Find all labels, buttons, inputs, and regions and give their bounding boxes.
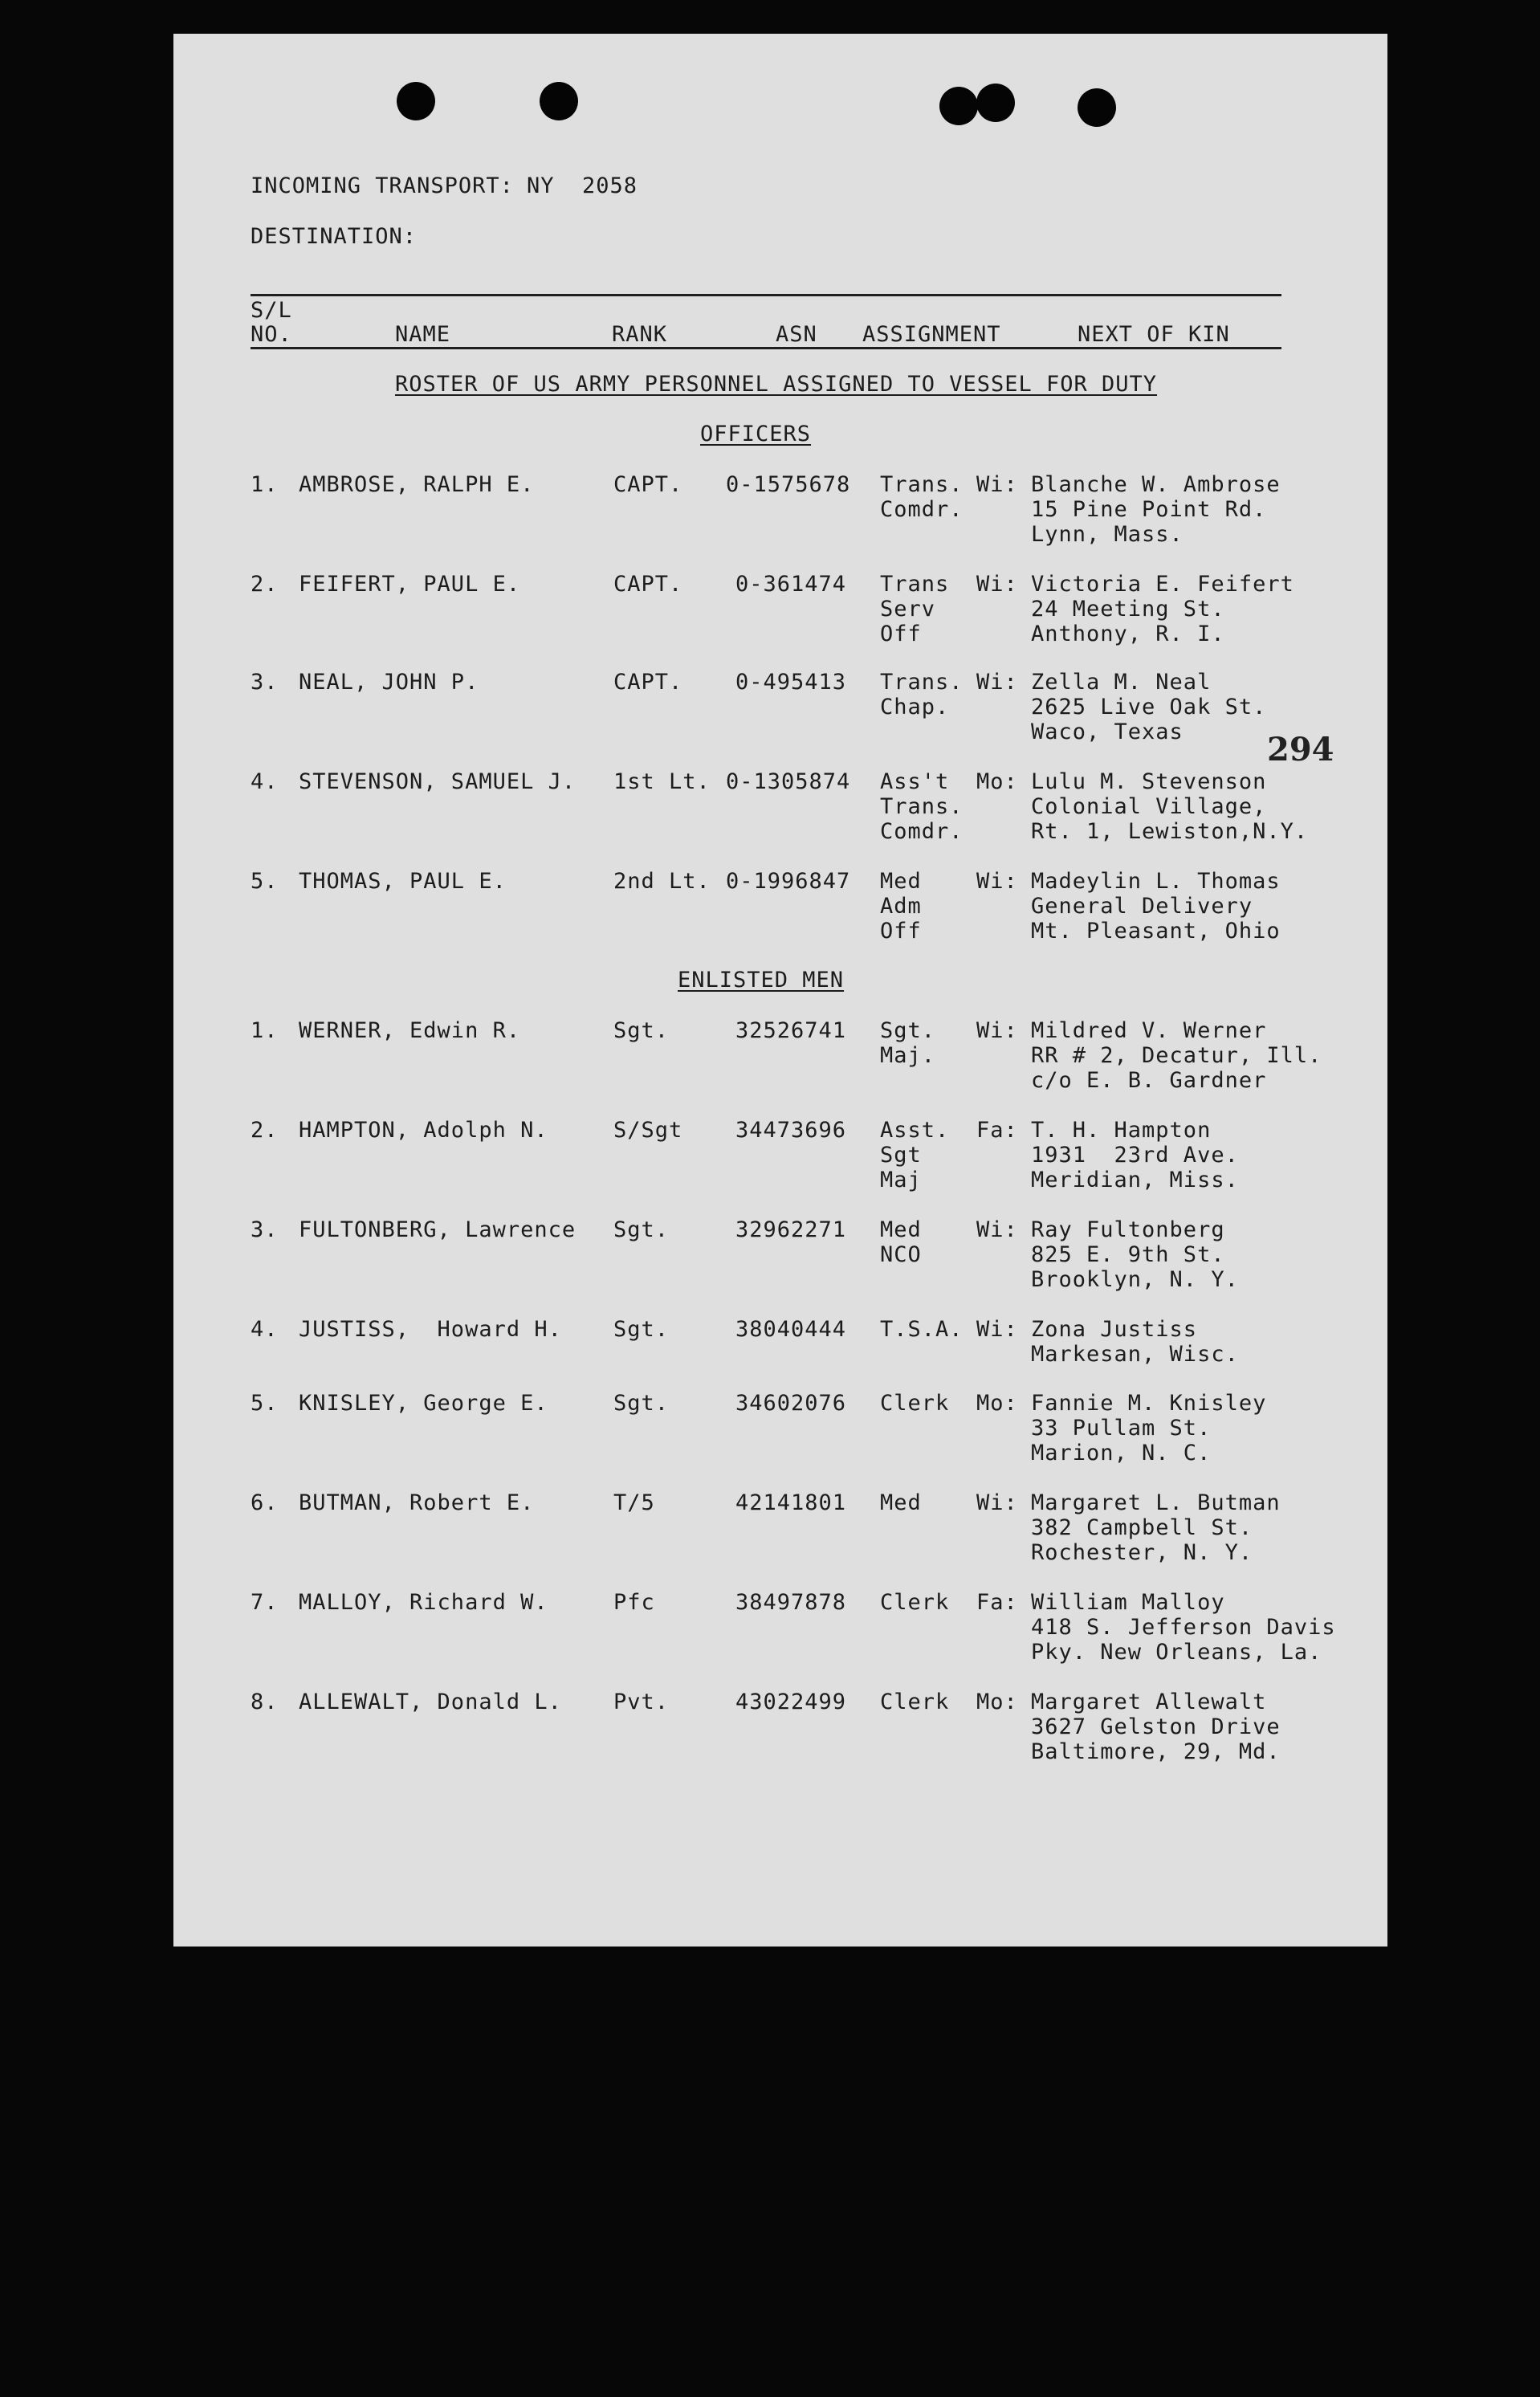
row-number: 6.: [251, 1490, 279, 1515]
next-of-kin-line: Pky. New Orleans, La.: [1031, 1640, 1322, 1665]
row-relation: Fa:: [976, 1118, 1018, 1143]
row-name: BUTMAN, Robert E.: [299, 1490, 535, 1515]
table-row: [173, 1590, 1387, 1670]
column-sl: S/L: [251, 298, 292, 323]
row-name: HAMPTON, Adolph N.: [299, 1118, 548, 1143]
destination-label: DESTINATION:: [251, 224, 418, 249]
row-relation: Mo:: [976, 769, 1018, 794]
next-of-kin-line: 825 E. 9th St.: [1031, 1242, 1225, 1267]
next-of-kin-line: Marion, N. C.: [1031, 1441, 1212, 1466]
row-assignment: Sgt. Maj.: [880, 1018, 936, 1068]
row-rank: Sgt.: [613, 1217, 670, 1242]
next-of-kin-line: Waco, Texas: [1031, 720, 1184, 744]
column-no: NO.: [251, 322, 292, 347]
row-number: 5.: [251, 1391, 279, 1416]
next-of-kin-line: Mt. Pleasant, Ohio: [1031, 919, 1281, 944]
row-name: FEIFERT, PAUL E.: [299, 572, 521, 597]
table-row: [173, 769, 1387, 850]
next-of-kin-line: Zona Justiss: [1031, 1317, 1198, 1342]
row-assignment: Trans Serv Off: [880, 572, 950, 646]
row-asn: 32962271: [735, 1217, 846, 1242]
row-rank: Pvt.: [613, 1690, 670, 1714]
row-relation: Mo:: [976, 1690, 1018, 1714]
punch-hole: [540, 82, 578, 120]
next-of-kin-line: General Delivery: [1031, 894, 1253, 919]
row-asn: 38040444: [735, 1317, 846, 1342]
row-assignment: T.S.A.: [880, 1317, 964, 1342]
row-relation: Wi:: [976, 670, 1018, 695]
row-rank: CAPT.: [613, 572, 683, 597]
row-next-of-kin: [1031, 472, 1281, 547]
row-asn: 0-1305874: [726, 769, 851, 794]
next-of-kin-line: 3627 Gelston Drive: [1031, 1714, 1281, 1739]
punch-hole: [397, 82, 435, 120]
next-of-kin-line: Mildred V. Werner: [1031, 1018, 1267, 1043]
row-rank: Sgt.: [613, 1018, 670, 1043]
next-of-kin-line: Lulu M. Stevenson: [1031, 769, 1267, 794]
table-row: [173, 1018, 1387, 1099]
next-of-kin-line: c/o E. B. Gardner: [1031, 1068, 1267, 1093]
row-rank: Sgt.: [613, 1391, 670, 1416]
next-of-kin-line: Rochester, N. Y.: [1031, 1540, 1253, 1565]
row-name: STEVENSON, SAMUEL J.: [299, 769, 576, 794]
row-assignment: Ass't Trans. Comdr.: [880, 769, 964, 844]
next-of-kin-line: Fannie M. Knisley: [1031, 1391, 1267, 1416]
row-next-of-kin: [1031, 1217, 1239, 1292]
next-of-kin-line: Rt. 1, Lewiston,N.Y.: [1031, 819, 1309, 844]
row-name: AMBROSE, RALPH E.: [299, 472, 535, 497]
next-of-kin-line: Margaret Allewalt: [1031, 1690, 1267, 1714]
row-number: 3.: [251, 670, 279, 695]
table-row: [173, 1391, 1387, 1471]
incoming-transport-value: NY 2058: [527, 173, 638, 198]
punch-hole: [1078, 88, 1116, 127]
row-next-of-kin: [1031, 1317, 1239, 1367]
row-number: 4.: [251, 769, 279, 794]
row-rank: S/Sgt: [613, 1118, 683, 1143]
table-row: [173, 572, 1387, 652]
row-next-of-kin: [1031, 670, 1266, 744]
row-next-of-kin: [1031, 769, 1308, 844]
punch-hole: [976, 84, 1015, 122]
next-of-kin-line: Madeylin L. Thomas: [1031, 869, 1281, 894]
punch-hole: [939, 87, 978, 125]
next-of-kin-line: T. H. Hampton: [1031, 1118, 1212, 1143]
next-of-kin-line: Lynn, Mass.: [1031, 522, 1184, 547]
column-next-of-kin: NEXT OF KIN: [1078, 322, 1230, 347]
row-asn: 0-1996847: [726, 869, 851, 894]
row-name: ALLEWALT, Donald L.: [299, 1690, 562, 1714]
table-row: [173, 1118, 1387, 1198]
row-asn: 42141801: [735, 1490, 846, 1515]
row-number: 2.: [251, 572, 279, 597]
header-rule-bottom: [251, 347, 1281, 349]
roster-page: [173, 34, 1387, 1947]
row-number: 1.: [251, 1018, 279, 1043]
table-row: [173, 1490, 1387, 1571]
row-rank: 2nd Lt.: [613, 869, 711, 894]
enlisted-heading: ENLISTED MEN: [678, 968, 845, 993]
row-assignment: Trans. Comdr.: [880, 472, 964, 522]
next-of-kin-line: Anthony, R. I.: [1031, 622, 1225, 646]
row-asn: 34473696: [735, 1118, 846, 1143]
row-relation: Wi:: [976, 1317, 1018, 1342]
row-name: KNISLEY, George E.: [299, 1391, 548, 1416]
column-name: NAME: [395, 322, 451, 347]
row-relation: Wi:: [976, 1490, 1018, 1515]
row-asn: 43022499: [735, 1690, 846, 1714]
next-of-kin-line: Victoria E. Feifert: [1031, 572, 1294, 597]
next-of-kin-line: Margaret L. Butman: [1031, 1490, 1281, 1515]
row-number: 3.: [251, 1217, 279, 1242]
page-number-stamp: 294: [1267, 731, 1334, 768]
next-of-kin-line: Zella M. Neal: [1031, 670, 1212, 695]
next-of-kin-line: 418 S. Jefferson Davis: [1031, 1615, 1336, 1640]
next-of-kin-line: Ray Fultonberg: [1031, 1217, 1225, 1242]
row-assignment: Clerk: [880, 1690, 950, 1714]
row-asn: 0-1575678: [726, 472, 851, 497]
row-asn: 38497878: [735, 1590, 846, 1615]
row-name: JUSTISS, Howard H.: [299, 1317, 562, 1342]
row-relation: Fa:: [976, 1590, 1018, 1615]
table-row: [173, 869, 1387, 949]
next-of-kin-line: Brooklyn, N. Y.: [1031, 1267, 1239, 1292]
officers-heading: OFFICERS: [700, 422, 812, 446]
row-assignment: Trans. Chap.: [880, 670, 964, 720]
row-next-of-kin: [1031, 1118, 1239, 1192]
row-next-of-kin: [1031, 1018, 1322, 1093]
next-of-kin-line: 33 Pullam St.: [1031, 1416, 1212, 1441]
column-asn: ASN: [776, 322, 817, 347]
next-of-kin-line: 382 Campbell St.: [1031, 1515, 1253, 1540]
table-row: [173, 1217, 1387, 1298]
row-relation: Wi:: [976, 572, 1018, 597]
next-of-kin-line: 1931 23rd Ave.: [1031, 1143, 1239, 1168]
row-assignment: Clerk: [880, 1590, 950, 1615]
row-number: 7.: [251, 1590, 279, 1615]
row-assignment: Med Adm Off: [880, 869, 922, 944]
row-rank: Pfc: [613, 1590, 655, 1615]
row-rank: CAPT.: [613, 472, 683, 497]
table-row: [173, 472, 1387, 552]
row-relation: Wi:: [976, 869, 1018, 894]
row-relation: Wi:: [976, 472, 1018, 497]
row-rank: Sgt.: [613, 1317, 670, 1342]
next-of-kin-line: William Malloy: [1031, 1590, 1225, 1615]
row-rank: 1st Lt.: [613, 769, 711, 794]
table-row: [173, 1317, 1387, 1397]
next-of-kin-line: 2625 Live Oak St.: [1031, 695, 1267, 720]
next-of-kin-line: Meridian, Miss.: [1031, 1168, 1239, 1192]
header-rule-top: [251, 294, 1281, 296]
row-name: THOMAS, PAUL E.: [299, 869, 507, 894]
next-of-kin-line: Markesan, Wisc.: [1031, 1342, 1239, 1367]
row-next-of-kin: [1031, 1391, 1266, 1466]
column-assignment: ASSIGNMENT: [862, 322, 1001, 347]
row-number: 8.: [251, 1690, 279, 1714]
next-of-kin-line: Baltimore, 29, Md.: [1031, 1739, 1281, 1764]
row-asn: 0-495413: [735, 670, 846, 695]
row-name: FULTONBERG, Lawrence: [299, 1217, 576, 1242]
row-asn: 34602076: [735, 1391, 846, 1416]
next-of-kin-line: 15 Pine Point Rd.: [1031, 497, 1267, 522]
row-relation: Wi:: [976, 1217, 1018, 1242]
row-relation: Mo:: [976, 1391, 1018, 1416]
row-assignment: Med: [880, 1490, 922, 1515]
row-next-of-kin: [1031, 572, 1294, 646]
next-of-kin-line: Colonial Village,: [1031, 794, 1267, 819]
row-assignment: Clerk: [880, 1391, 950, 1416]
row-relation: Wi:: [976, 1018, 1018, 1043]
roster-title: ROSTER OF US ARMY PERSONNEL ASSIGNED TO VESSEL FOR DUTY: [395, 372, 1158, 397]
row-rank: CAPT.: [613, 670, 683, 695]
row-name: MALLOY, Richard W.: [299, 1590, 548, 1615]
next-of-kin-line: RR # 2, Decatur, Ill.: [1031, 1043, 1322, 1068]
row-asn: 0-361474: [735, 572, 846, 597]
row-asn: 32526741: [735, 1018, 846, 1043]
row-number: 2.: [251, 1118, 279, 1143]
row-number: 1.: [251, 472, 279, 497]
row-number: 5.: [251, 869, 279, 894]
row-assignment: Asst. Sgt Maj: [880, 1118, 950, 1192]
row-next-of-kin: [1031, 1590, 1336, 1665]
row-next-of-kin: [1031, 1690, 1281, 1764]
table-row: [173, 1690, 1387, 1770]
incoming-transport-label: INCOMING TRANSPORT:: [251, 173, 514, 198]
next-of-kin-line: Blanche W. Ambrose: [1031, 472, 1281, 497]
row-next-of-kin: [1031, 869, 1281, 944]
row-number: 4.: [251, 1317, 279, 1342]
row-name: WERNER, Edwin R.: [299, 1018, 521, 1043]
row-name: NEAL, JOHN P.: [299, 670, 479, 695]
row-rank: T/5: [613, 1490, 655, 1515]
next-of-kin-line: 24 Meeting St.: [1031, 597, 1225, 622]
row-assignment: Med NCO: [880, 1217, 922, 1267]
column-rank: RANK: [612, 322, 668, 347]
row-next-of-kin: [1031, 1490, 1281, 1565]
table-row: [173, 670, 1387, 750]
